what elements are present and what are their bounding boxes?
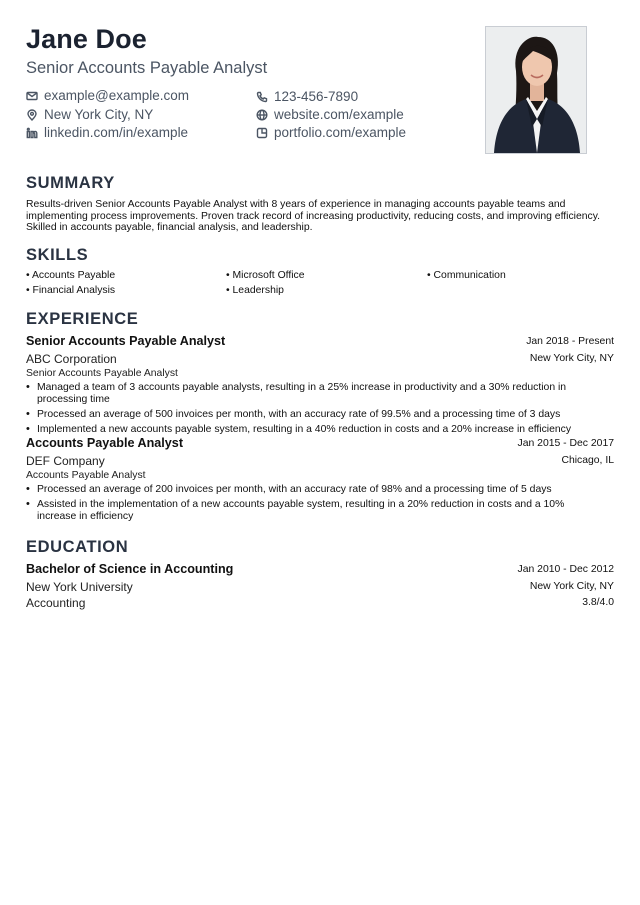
job-role: Senior Accounts Payable Analyst — [26, 368, 178, 379]
contact-location — [26, 107, 153, 122]
mail-icon — [26, 90, 38, 102]
job-company: DEF Company — [26, 454, 105, 468]
candidate-title: Senior Accounts Payable Analyst — [26, 59, 268, 77]
contact-website[interactable] — [256, 107, 404, 122]
job-dates: Jan 2018 - Present — [526, 336, 614, 347]
education-dates: Jan 2010 - Dec 2012 — [517, 564, 614, 575]
profile-photo-illustration — [486, 27, 586, 153]
contact-phone[interactable] — [256, 89, 358, 104]
job-bullet: • Assisted in the implementation of a new accounts payable system, resulting in a 20% reduction in costs and a 10% increase in efficiency — [26, 499, 606, 523]
skill-item: • Financial Analysis — [26, 285, 116, 296]
job-bullet: • Managed a team of 3 accounts payable analysts, resulting in a 25% increase in productivity and a 30% reduction in processing time — [26, 382, 606, 406]
education-school: New York University — [26, 580, 133, 594]
summary-heading: SUMMARY — [26, 174, 115, 192]
job-bullet: • Implemented a new accounts payable system, resulting in a 40% reduction in costs and a 20% increase in efficiency — [26, 424, 606, 436]
contact-portfolio-text: portfolio.com/example — [274, 125, 407, 140]
contact-phone-text: 123-456-7890 — [274, 89, 359, 104]
summary-text: Results-driven Senior Accounts Payable Analyst with 8 years of experience in managing accounts payable teams and implementing process improvements. Proven track record of increasing productivity, reducing costs, and improving efficiency. Skilled in accounts payable, financial analysis, and leadership. — [26, 199, 601, 234]
skill-item: • Microsoft Office — [226, 270, 305, 281]
job-location: Chicago, IL — [561, 455, 614, 466]
globe-icon — [256, 109, 268, 121]
contact-website-text: website.com/example — [274, 107, 404, 122]
contact-portfolio[interactable] — [256, 125, 406, 140]
job-company: ABC Corporation — [26, 352, 117, 366]
job-bullets — [26, 484, 606, 526]
job-bullet: • Processed an average of 200 invoices per month, with an accuracy rate of 98% and a processing time of 5 days — [26, 484, 606, 496]
job-dates: Jan 2015 - Dec 2017 — [517, 438, 614, 449]
contact-email-text: example@example.com — [44, 88, 190, 103]
job-role: Accounts Payable Analyst — [26, 470, 146, 481]
education-heading: EDUCATION — [26, 538, 129, 556]
education-field: Accounting — [26, 596, 86, 610]
map-pin-icon — [26, 109, 38, 121]
candidate-name: Jane Doe — [26, 24, 147, 54]
profile-photo — [485, 26, 587, 154]
job-bullets — [26, 382, 606, 438]
skill-item: • Communication — [427, 270, 506, 281]
education-degree: Bachelor of Science in Accounting — [26, 562, 234, 576]
job-title: Senior Accounts Payable Analyst — [26, 334, 226, 348]
linkedin-icon — [26, 127, 38, 139]
skill-item: • Accounts Payable — [26, 270, 116, 281]
skill-item: • Leadership — [226, 285, 284, 296]
education-gpa: 3.8/4.0 — [582, 597, 614, 608]
job-location: New York City, NY — [529, 353, 614, 364]
skills-heading: SKILLS — [26, 246, 89, 264]
contact-location-text: New York City, NY — [44, 107, 154, 122]
portfolio-icon — [256, 127, 268, 139]
education-location: New York City, NY — [529, 581, 614, 592]
contact-linkedin-text: linkedin.com/in/example — [44, 125, 189, 140]
experience-heading: EXPERIENCE — [26, 310, 139, 328]
job-bullet: • Processed an average of 500 invoices per month, with an accuracy rate of 99.5% and a processing time of 3 days — [26, 409, 606, 421]
phone-icon — [256, 91, 268, 103]
contact-linkedin[interactable] — [26, 125, 188, 140]
contact-email[interactable] — [26, 88, 189, 103]
job-title: Accounts Payable Analyst — [26, 436, 184, 450]
